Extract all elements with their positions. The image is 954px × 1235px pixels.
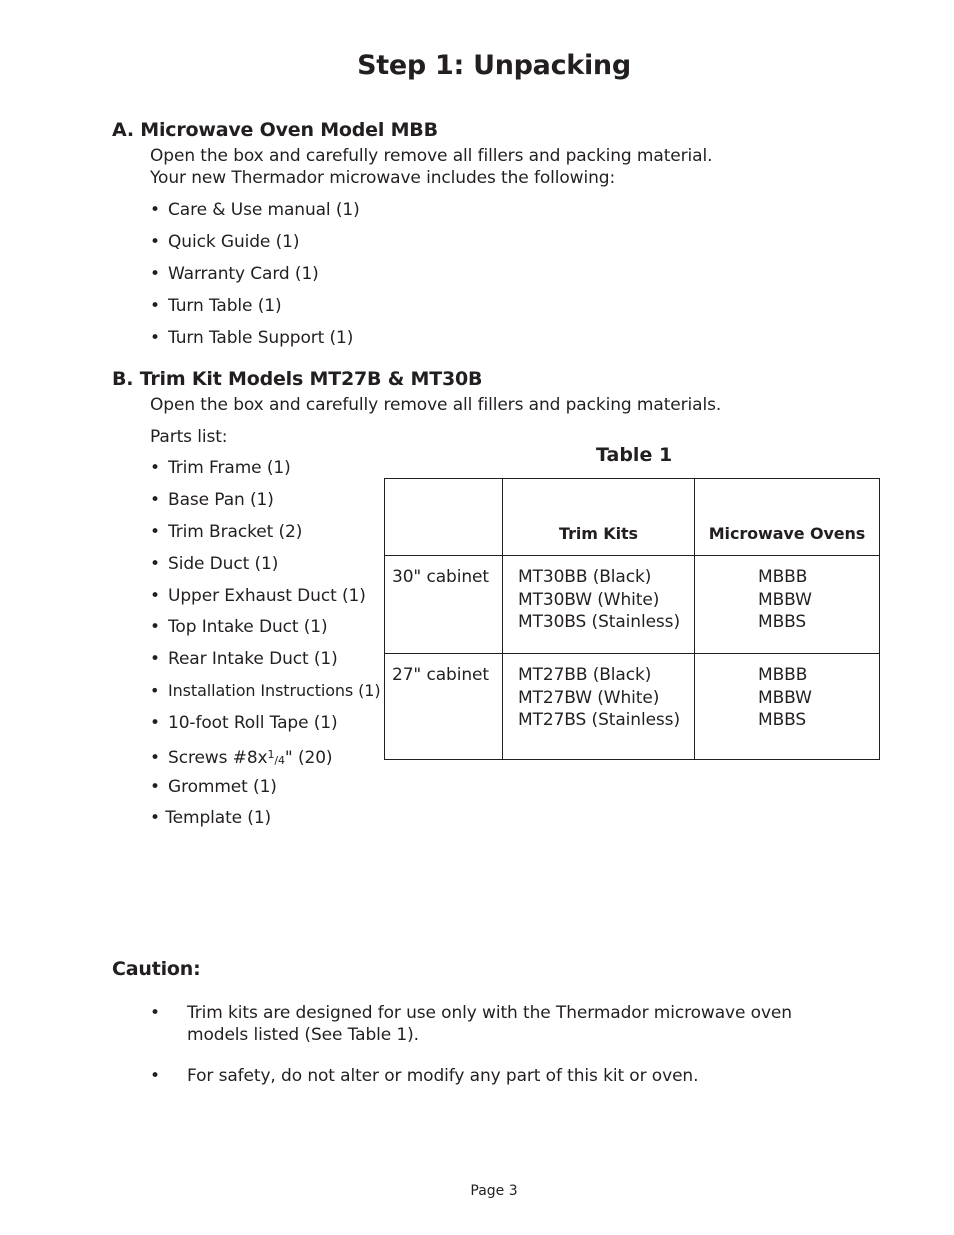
- template-item: • Template (1): [150, 808, 272, 828]
- caution-list: [150, 1002, 827, 1087]
- list-item: • Top Intake Duct (1): [150, 617, 328, 638]
- caution-item: • For safety, do not alter or modify any part of this kit or oven.: [150, 1066, 699, 1086]
- list-item: • Quick Guide (1): [150, 231, 300, 252]
- list-item: • Rear Intake Duct (1): [150, 649, 338, 670]
- ovens-cell: MBBB MBBW MBBS: [695, 654, 880, 760]
- table-row: [385, 654, 880, 760]
- list-item: • Care & Use manual (1): [150, 200, 360, 220]
- cabinet-cell: 30" cabinet: [385, 556, 503, 654]
- list-item: • Installation Instructions (1): [150, 681, 381, 701]
- page-title: Step 1: Unpacking: [357, 50, 631, 81]
- list-item: • Trim Bracket (2): [150, 521, 303, 542]
- list-item: • Turn Table (1): [150, 295, 282, 316]
- table-header-row: [385, 479, 880, 556]
- ovens-cell: MBBB MBBW MBBS: [695, 556, 880, 654]
- table-header-empty: [385, 479, 503, 556]
- list-item: • Warranty Card (1): [150, 263, 319, 284]
- caution-item: • Trim kits are designed for use only with the Thermador microwave oven models listed (See Table 1).: [150, 1003, 792, 1045]
- list-item: • Screws $\#8x^1_{/4}$" (20): [150, 748, 333, 769]
- section-a-intro-1: Open the box and carefully remove all fillers and packing material.: [150, 146, 713, 166]
- table-row: [385, 556, 880, 654]
- list-item: • Upper Exhaust Duct (1): [150, 585, 366, 606]
- parts-list-label: Parts list:: [150, 427, 228, 447]
- trim-kits-cell: MT30BB (Black) MT30BW (White) MT30BS (Stainless): [503, 556, 695, 654]
- section-a-heading: A. Microwave Oven Model MBB: [112, 119, 438, 141]
- list-item: • Grommet (1): [150, 776, 277, 797]
- trim-kits-cell: MT27BB (Black) MT27BW (White) MT27BS (Stainless): [503, 654, 695, 760]
- cabinet-cell: 27" cabinet: [385, 654, 503, 760]
- page-number: Page 3: [470, 1183, 518, 1199]
- list-item: • Trim Frame (1): [150, 458, 291, 478]
- table-title: Table 1: [596, 444, 673, 466]
- list-item: • Turn Table Support (1): [150, 327, 354, 348]
- section-a-intro-2: Your new Thermador microwave includes the following:: [150, 168, 616, 188]
- section-b-intro: Open the box and carefully remove all fillers and packing materials.: [150, 395, 722, 415]
- trim-kit-table: [384, 478, 880, 760]
- section-a-list: [150, 199, 360, 358]
- list-item: • 10-foot Roll Tape (1): [150, 713, 338, 734]
- caution-heading: Caution:: [112, 958, 201, 980]
- section-b-heading: B. Trim Kit Models MT27B & MT30B: [112, 368, 483, 390]
- table-header-trim-kits: Trim Kits: [503, 479, 695, 556]
- section-b-list: [150, 457, 381, 808]
- table-header-microwave-ovens: Microwave Ovens: [695, 479, 880, 556]
- list-item: • Base Pan (1): [150, 489, 274, 510]
- list-item: • Side Duct (1): [150, 553, 279, 574]
